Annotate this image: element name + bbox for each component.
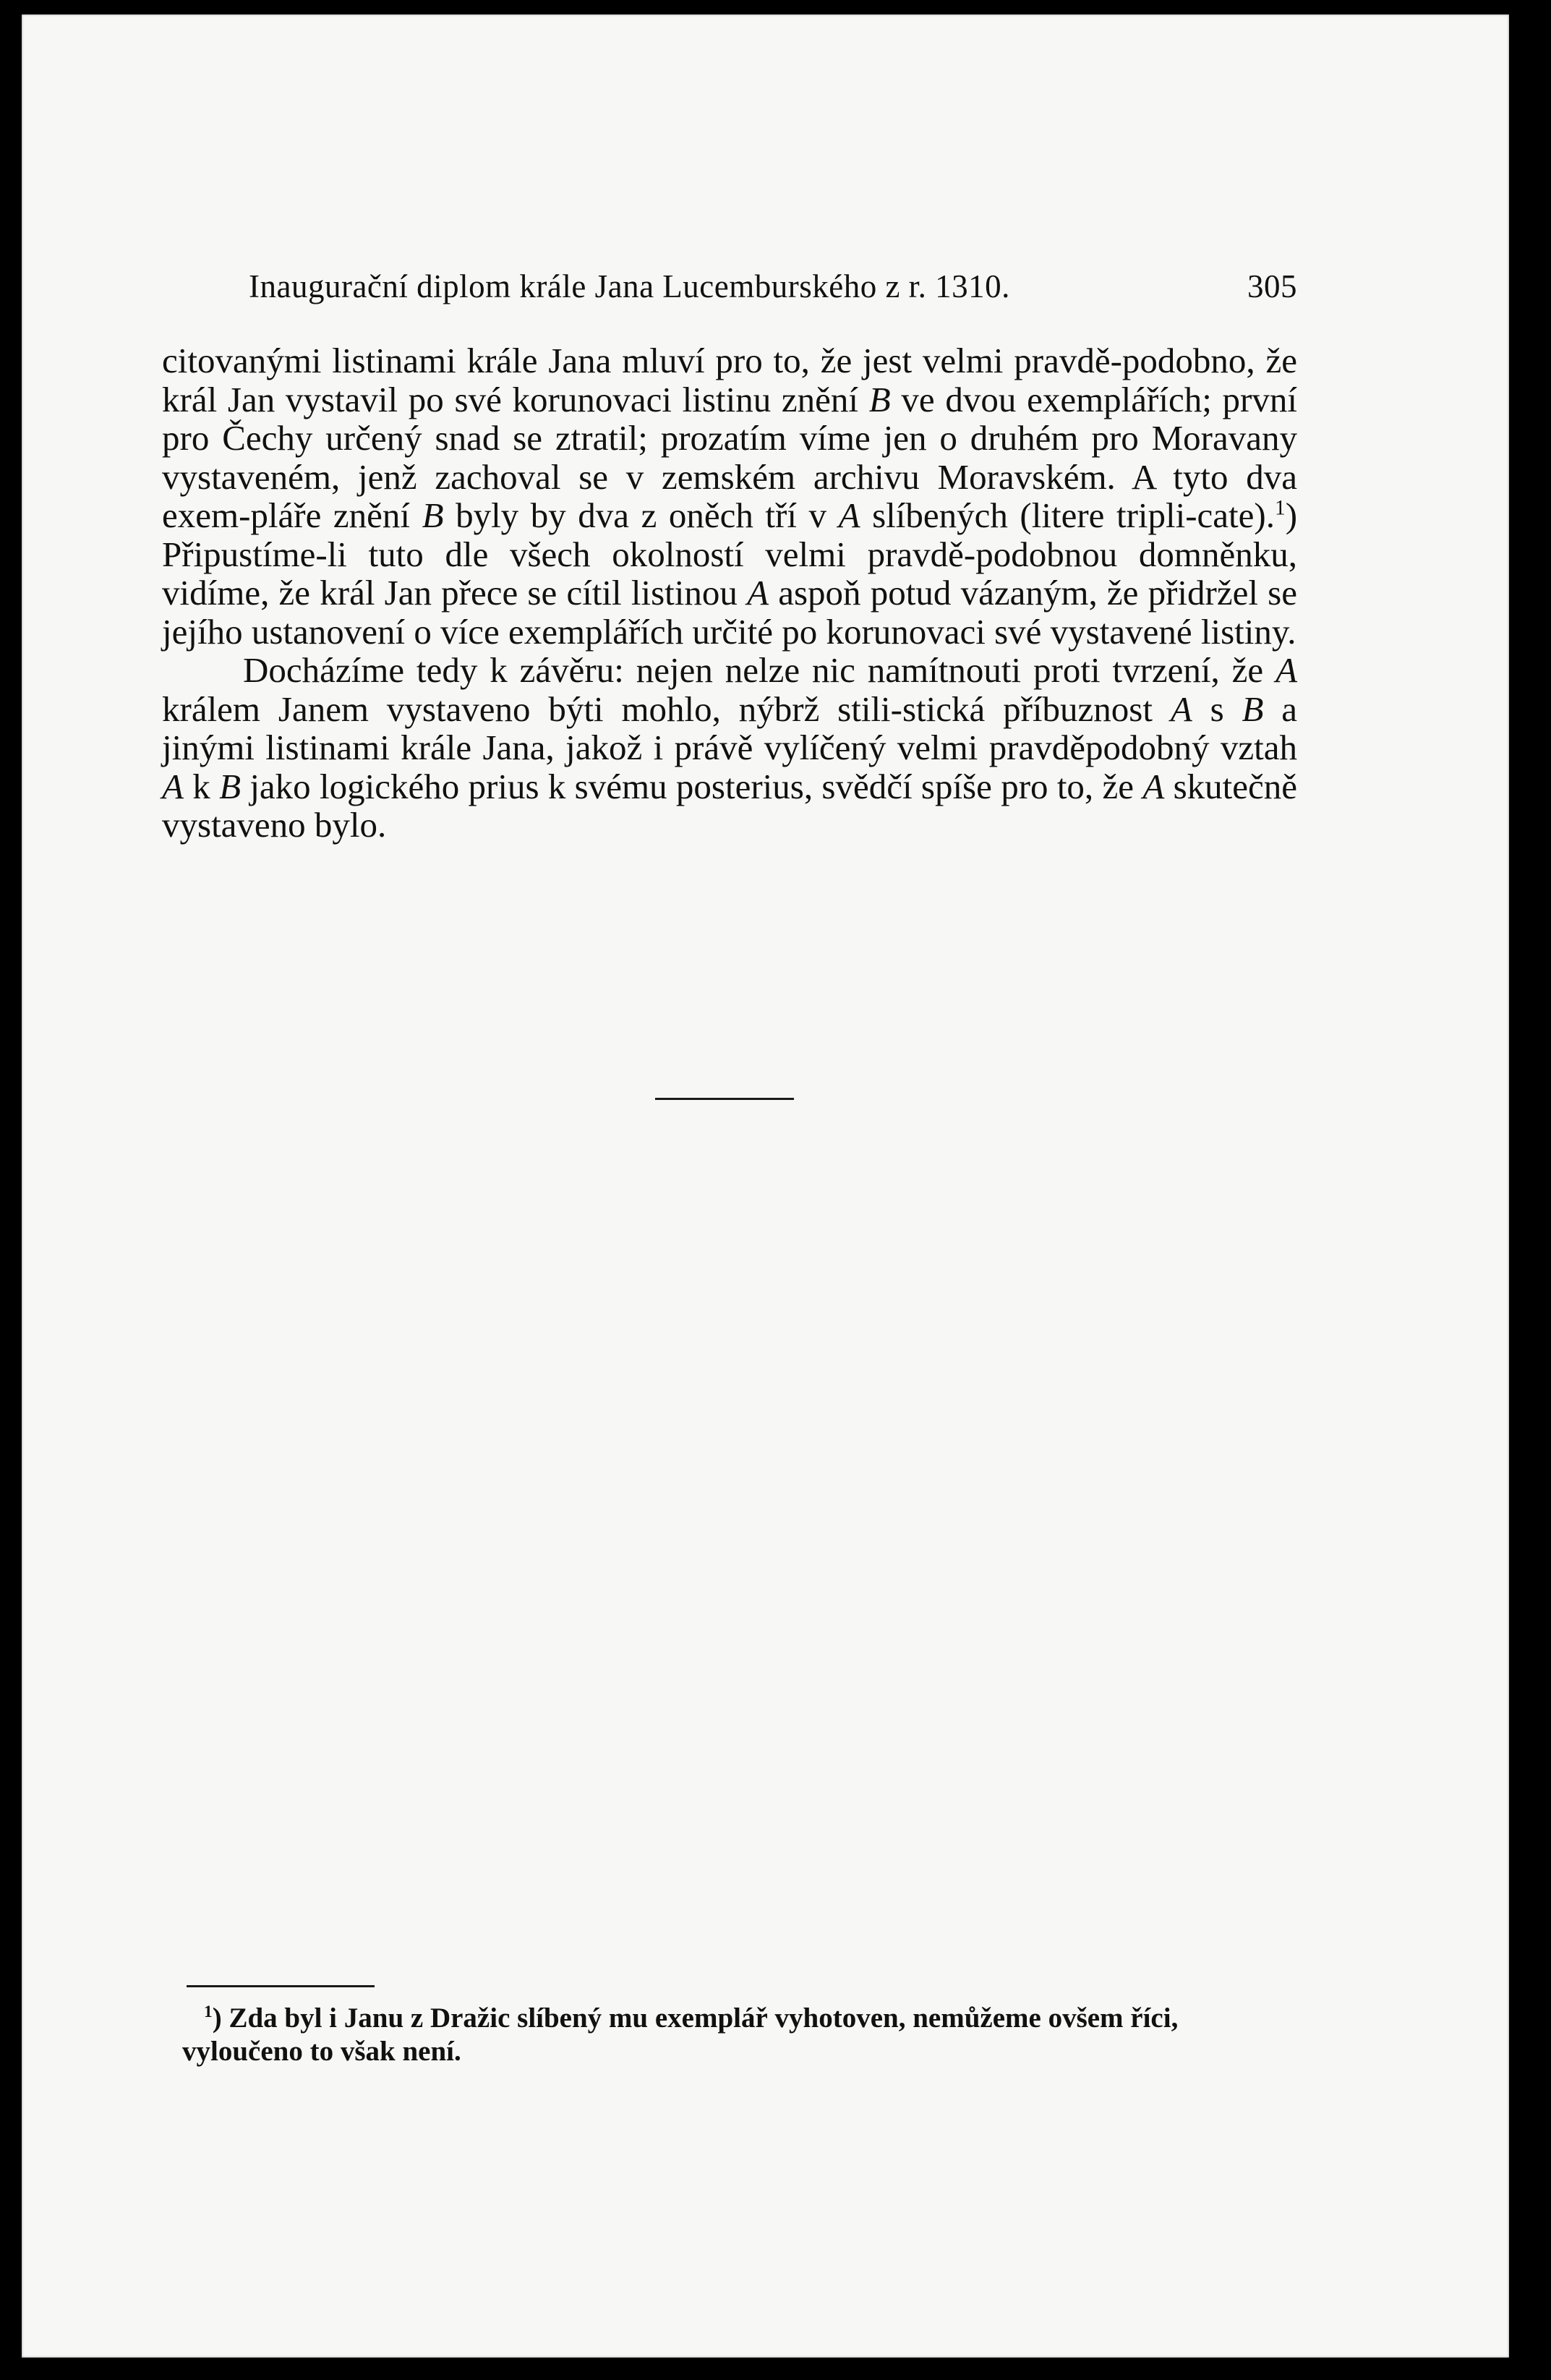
paragraph-1: citovanými listinami krále Jana mluví pro to, že jest velmi pravdě-podobno, že král Jan vystavil po své korunovaci listinu znění B ve dvou exemplářích; první pro Čechy určený snad se ztratil; prozatím víme jen o druhém pro Moravany vystaveném, jenž zachoval se v zemském archivu Moravském. A tyto dva exem-pláře znění B byly by dva z oněch tří v A slíbených (litere tripli-cate).$^1$) Připustíme-li tuto dle všech okolností velmi pravdě-podobnou domněnku, vidíme, že král Jan přece se cítil listinou A aspoň potud vázaným, že přidržel se jejího ustanovení o více exemplářích určité po korunovaci své vystavené listiny. [162,341,1298,652]
book-page [22,14,1509,2358]
body-text [162,341,1297,845]
running-head [249,268,1297,305]
footnote-text: Zda byl i Janu z Dražic slíbený mu exemplář vyhotoven, nemůžeme ovšem říci, vyloučeno to však není. [182,2002,1179,2067]
running-head-title: Inaugurační diplom krále Jana Lucemburského z r. 1310. [249,268,1010,304]
page-number: 305 [1247,268,1297,304]
footnote-ref[interactable]: 1 [1274,496,1286,520]
footnote-marker: 1 [204,2002,213,2021]
footnote-rule [187,1985,375,1987]
section-divider [655,1098,794,1100]
paragraph-2: Docházíme tedy k závěru: nejen nelze nic namítnouti proti tvrzení, že A králem Janem vystaveno býti mohlo, nýbrž stili-stická příbuznost A s B a jinými listinami krále Jana, jakož i právě vylíčený velmi pravděpodobný vztah A k B jako logického prius k svému posterius, svědčí spíše pro to, že A skutečně vystaveno bylo. [162,650,1297,845]
footnote: $^1$) Zda byl i Janu z Dražic slíbený mu exemplář vyhotoven, nemůžeme ovšem říci, vyloučeno to však není. [182,2002,1179,2067]
